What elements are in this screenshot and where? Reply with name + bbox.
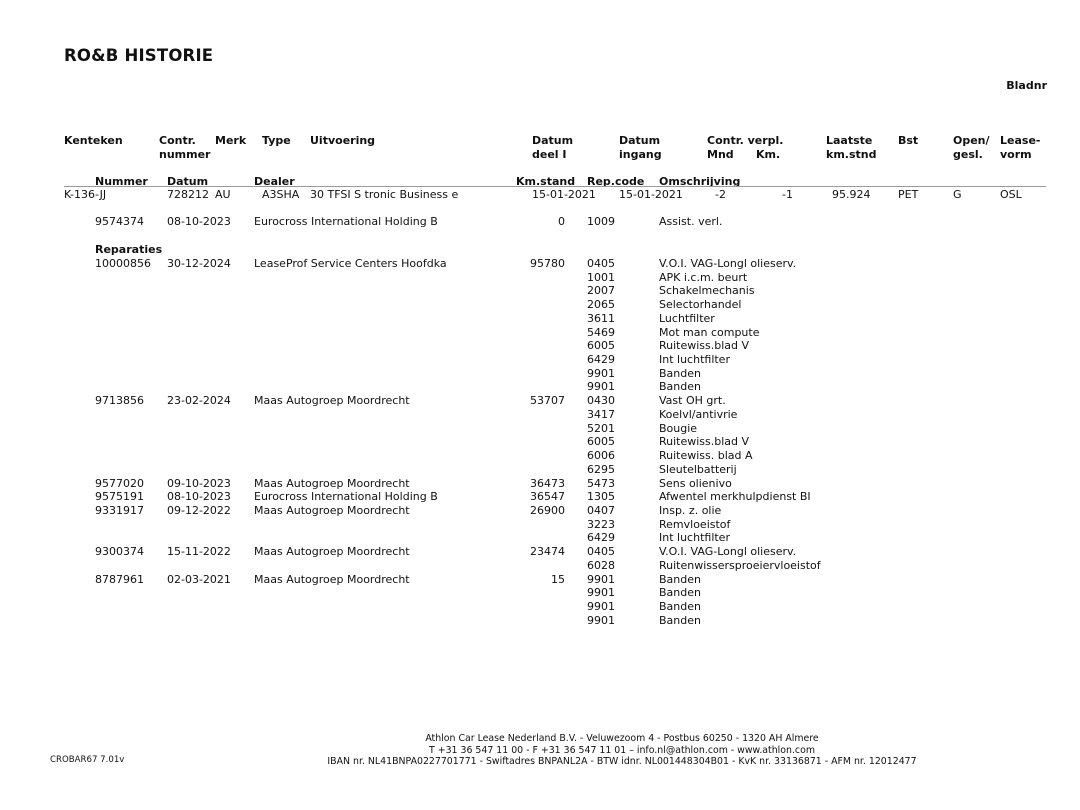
header-uitvoering: Uitvoering [310, 134, 376, 147]
repair-line-code: 6429 [587, 531, 615, 545]
vehicle-datum-deel: 15-01-2021 [532, 188, 596, 201]
repair-line-description: V.O.I. VAG-Longl olieserv. [659, 257, 797, 270]
vehicle-mnd: -2 [715, 188, 726, 201]
repair-datum: 09-10-2023 [167, 476, 231, 490]
footer-contact: T +31 36 547 11 00 - F +31 36 547 11 01 – info.nl@athlon.com - www.athlon.com [429, 744, 815, 756]
header-datum-deel: Datum deel I [532, 134, 574, 161]
footer-legal: IBAN nr. NL41BNPA0227701771 - Swiftadres BNPANL2A - BTW idnr. NL001448304B01 - KvK nr. 33136871 - AFM nr. 12012477 [327, 756, 917, 767]
header-type: Type [262, 134, 291, 147]
vehicle-lease-vorm: OSL [1000, 188, 1022, 201]
page-title: RO&B HISTORIE [64, 46, 214, 65]
repair-line-code: 0405 [587, 545, 615, 559]
repair-line-code: 6295 [587, 462, 615, 476]
repair-nummer: 9300374 [95, 545, 144, 559]
vehicle-datum-ingang: 15-01-2021 [619, 188, 683, 201]
assist-dealer: Eurocross International Holding B [254, 215, 438, 228]
repair-line-description: APK i.c.m. beurt [659, 270, 748, 284]
repair-dealer: LeaseProf Service Centers Hoofdka [254, 257, 447, 270]
vehicle-contract: 728212 [167, 188, 209, 201]
repair-line-description: Remvloeistof [659, 517, 731, 531]
repair-line-description: Mot man compute [659, 325, 760, 339]
repair-line-code: 9901 [587, 380, 615, 394]
repair-line-description: Banden [659, 613, 701, 627]
repair-line-description: Int luchtfilter [659, 531, 730, 545]
repair-line-description: Selectorhandel [659, 298, 742, 312]
repair-line-code: 2007 [587, 284, 615, 298]
repair-line-code: 6005 [587, 435, 615, 449]
repair-dealer: Maas Autogroep Moordrecht [254, 572, 410, 586]
repair-line-code: 0430 [587, 394, 615, 408]
header-divider [64, 186, 1046, 187]
repair-line-description: Ruitewiss.blad V [659, 339, 750, 353]
repair-kmstand: 95780 [530, 257, 565, 270]
repair-line-description: Luchtfilter [659, 311, 715, 325]
repair-line-description: Banden [659, 380, 701, 394]
repair-nummer: 8787961 [95, 572, 144, 586]
header-contract-number: Contr. nummer [159, 134, 211, 161]
repair-line-description: V.O.I. VAG-Longl olieserv. [659, 545, 797, 559]
assist-omschrijving: Assist. verl. [659, 215, 723, 228]
header-contract-verplichting: Contr. verpl. [707, 134, 784, 147]
repair-dealer: Maas Autogroep Moordrecht [254, 476, 410, 490]
repair-line-description: Insp. z. olie [659, 503, 722, 517]
repair-line-code: 9901 [587, 366, 615, 380]
repair-line-description: Ruitewiss.blad V [659, 435, 750, 449]
repair-line-description: Bougie [659, 421, 698, 435]
repair-kmstand: 26900 [530, 503, 565, 517]
repair-line-description: Sens olienivo [659, 476, 732, 490]
repair-line-code: 0407 [587, 503, 615, 517]
company-footer [0, 733, 1080, 768]
repair-line-description: Banden [659, 586, 701, 600]
repair-line-description: Ruitenwissersproeiervloeistof [659, 558, 821, 572]
header-datum-ingang: Datum ingang [619, 134, 662, 161]
footer-address: Athlon Car Lease Nederland B.V. - Veluwezoom 4 - Postbus 60250 - 1320 AH Almere [425, 733, 819, 744]
header-kmstand: Km.stand [516, 175, 576, 188]
repair-line-description: Afwentel merkhulpdienst BI [659, 490, 811, 504]
repair-datum: 02-03-2021 [167, 572, 231, 586]
vehicle-km: -1 [782, 188, 793, 201]
vehicle-merk: AU [215, 188, 231, 201]
repair-line-code: 1305 [587, 490, 615, 504]
repair-line-code: 6006 [587, 449, 615, 463]
header-km: Km. [756, 148, 781, 161]
repair-datum: 15-11-2022 [167, 545, 231, 559]
header-lease-vorm: Lease- vorm [1000, 134, 1041, 161]
assist-nummer: 9574374 [95, 215, 144, 228]
repair-line-code: 3223 [587, 517, 615, 531]
repair-line-code: 3417 [587, 407, 615, 421]
vehicle-bst: PET [898, 188, 919, 201]
repair-line-code: 3611 [587, 311, 615, 325]
header-laatste-km: Laatste km.stnd [826, 134, 877, 161]
repair-line-code: 0405 [587, 257, 615, 270]
repair-line-description: Vast OH grt. [659, 394, 726, 408]
header-repcode: Rep.code [587, 175, 645, 188]
repair-dealer: Maas Autogroep Moordrecht [254, 545, 410, 559]
repair-line-description: Koelvl/antivrie [659, 407, 738, 421]
vehicle-type: A3SHA [262, 188, 300, 201]
repair-datum: 30-12-2024 [167, 257, 231, 270]
vehicle-uitvoering: 30 TFSI S tronic Business e [310, 188, 459, 201]
repair-datum: 23-02-2024 [167, 394, 231, 408]
repair-line-description: Banden [659, 600, 701, 613]
repair-line-description: Int luchtfilter [659, 353, 730, 367]
repair-line-code: 9901 [587, 572, 615, 586]
repair-nummer: 10000856 [95, 257, 151, 270]
repair-nummer: 9331917 [95, 503, 144, 517]
vehicle-laatste-km: 95.924 [832, 188, 871, 201]
header-merk: Merk [215, 134, 247, 147]
header-dealer: Dealer [254, 175, 295, 188]
repair-nummer: 9713856 [95, 394, 144, 408]
vehicle-open-gesl: G [953, 188, 962, 201]
repair-line-code: 9901 [587, 613, 615, 627]
header-datum: Datum [167, 175, 209, 188]
repair-kmstand: 53707 [530, 394, 565, 408]
header-open-gesl: Open/ gesl. [953, 134, 990, 161]
repair-dealer: Eurocross International Holding B [254, 490, 438, 504]
page-number-label: Bladnr [1006, 79, 1047, 92]
repair-kmstand: 15 [551, 572, 565, 586]
repair-line-description: Schakelmechanis [659, 284, 755, 298]
repair-line-code: 1001 [587, 270, 615, 284]
header-kenteken: Kenteken [64, 134, 123, 147]
repair-line-description: Banden [659, 366, 701, 380]
assist-repcode: 1009 [587, 215, 615, 228]
header-mnd: Mnd [707, 148, 734, 161]
assist-datum: 08-10-2023 [167, 215, 231, 228]
repair-kmstand: 36547 [530, 490, 565, 504]
repair-kmstand: 23474 [530, 545, 565, 559]
document-code: CROBAR67 7.01v [50, 755, 125, 765]
repair-line-code: 9901 [587, 600, 615, 613]
repair-datum: 08-10-2023 [167, 490, 231, 504]
repair-line-description: Banden [659, 572, 701, 586]
repair-kmstand: 36473 [530, 476, 565, 490]
assist-kmstand: 0 [558, 215, 565, 228]
header-nummer: Nummer [95, 175, 148, 188]
repair-line-description: Ruitewiss. blad A [659, 449, 753, 463]
repair-line-description: Sleutelbatterij [659, 462, 737, 476]
header-omschrijving: Omschrijving [659, 175, 741, 188]
repair-datum: 09-12-2022 [167, 503, 231, 517]
repair-line-code: 2065 [587, 298, 615, 312]
vehicle-kenteken: K-136-JJ [64, 188, 107, 201]
repair-line-code: 5469 [587, 325, 615, 339]
repair-line-code: 9901 [587, 586, 615, 600]
repair-line-code: 6429 [587, 353, 615, 367]
repair-line-code: 6005 [587, 339, 615, 353]
repair-nummer: 9577020 [95, 476, 144, 490]
repair-dealer: Maas Autogroep Moordrecht [254, 503, 410, 517]
header-bst: Bst [898, 134, 919, 147]
repair-line-code: 5473 [587, 476, 615, 490]
repair-dealer: Maas Autogroep Moordrecht [254, 394, 410, 408]
repair-line-code: 5201 [587, 421, 615, 435]
repair-nummer: 9575191 [95, 490, 144, 504]
reparaties-heading: Reparaties [95, 243, 163, 256]
repair-line-code: 6028 [587, 558, 615, 572]
